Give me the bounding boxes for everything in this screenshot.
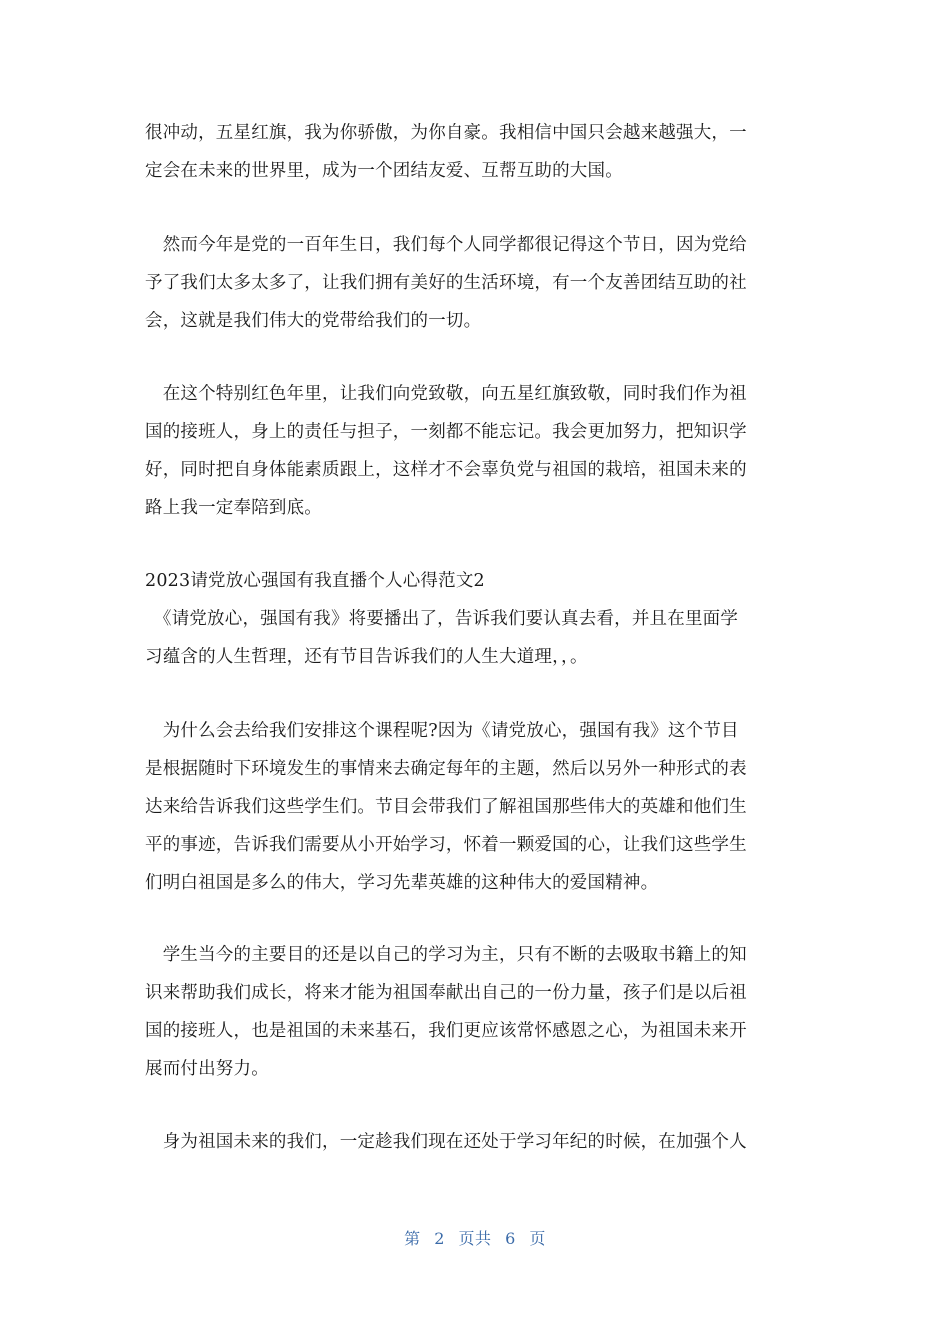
text-line: 平的事迹，告诉我们需要从小开始学习，怀着一颗爱国的心，让我们这些学生 <box>145 835 747 855</box>
text-line: 好，同时把自身体能素质跟上，这样才不会辜负党与祖国的栽培，祖国未来的 <box>145 460 747 480</box>
text-line: 《请党放心，强国有我》将要播出了，告诉我们要认真去看，并且在里面学 <box>145 609 739 629</box>
text-line: 是根据随时下环境发生的事情来去确定每年的主题，然后以另外一种形式的表 <box>145 759 747 779</box>
text-line: 身为祖国未来的我们，一定趁我们现在还处于学习年纪的时候，在加强个人 <box>145 1132 747 1152</box>
footer-middle: 页共 <box>458 1229 492 1248</box>
text-line: 展而付出努力。 <box>145 1059 269 1079</box>
text-line: 识来帮助我们成长，将来才能为祖国奉献出自己的一份力量，孩子们是以后祖 <box>145 983 747 1003</box>
text-line: 为什么会去给我们安排这个课程呢?因为《请党放心，强国有我》这个节目 <box>145 721 739 741</box>
text-line: 学生当今的主要目的还是以自己的学习为主，只有不断的去吸取书籍上的知 <box>145 945 747 965</box>
text-line: 们明白祖国是多么的伟大，学习先辈英雄的这种伟大的爱国精神。 <box>145 873 659 893</box>
text-line: 在这个特别红色年里，让我们向党致敬，向五星红旗致敬，同时我们作为祖 <box>145 384 747 404</box>
footer-suffix: 页 <box>529 1229 546 1248</box>
current-page-number: 2 <box>434 1229 445 1248</box>
text-line: 国的接班人，身上的责任与担子，一刻都不能忘记。我会更加努力，把知识学 <box>145 422 747 442</box>
text-line: 会，这就是我们伟大的党带给我们的一切。 <box>145 311 482 331</box>
section-heading: 2023请党放心强国有我直播个人心得范文2 <box>145 571 485 591</box>
text-line: 很冲动，五星红旗，我为你骄傲，为你自豪。我相信中国只会越来越强大，一 <box>145 123 747 143</box>
text-line: 予了我们太多太多了，让我们拥有美好的生活环境，有一个友善团结互助的社 <box>145 273 747 293</box>
text-line: 国的接班人，也是祖国的未来基石，我们更应该常怀感恩之心，为祖国未来开 <box>145 1021 747 1041</box>
text-line: 达来给告诉我们这些学生们。节目会带我们了解祖国那些伟大的英雄和他们生 <box>145 797 747 817</box>
page-footer <box>0 1226 950 1249</box>
text-line: 定会在未来的世界里，成为一个团结友爱、互帮互助的大国。 <box>145 161 623 181</box>
text-line: 然而今年是党的一百年生日，我们每个人同学都很记得这个节日，因为党给 <box>145 235 747 255</box>
total-pages-number: 6 <box>505 1229 516 1248</box>
text-line: 习蕴含的人生哲理，还有节目告诉我们的人生大道理，，。 <box>145 647 588 667</box>
text-line: 路上我一定奉陪到底。 <box>145 498 322 518</box>
footer-prefix: 第 <box>404 1229 421 1248</box>
